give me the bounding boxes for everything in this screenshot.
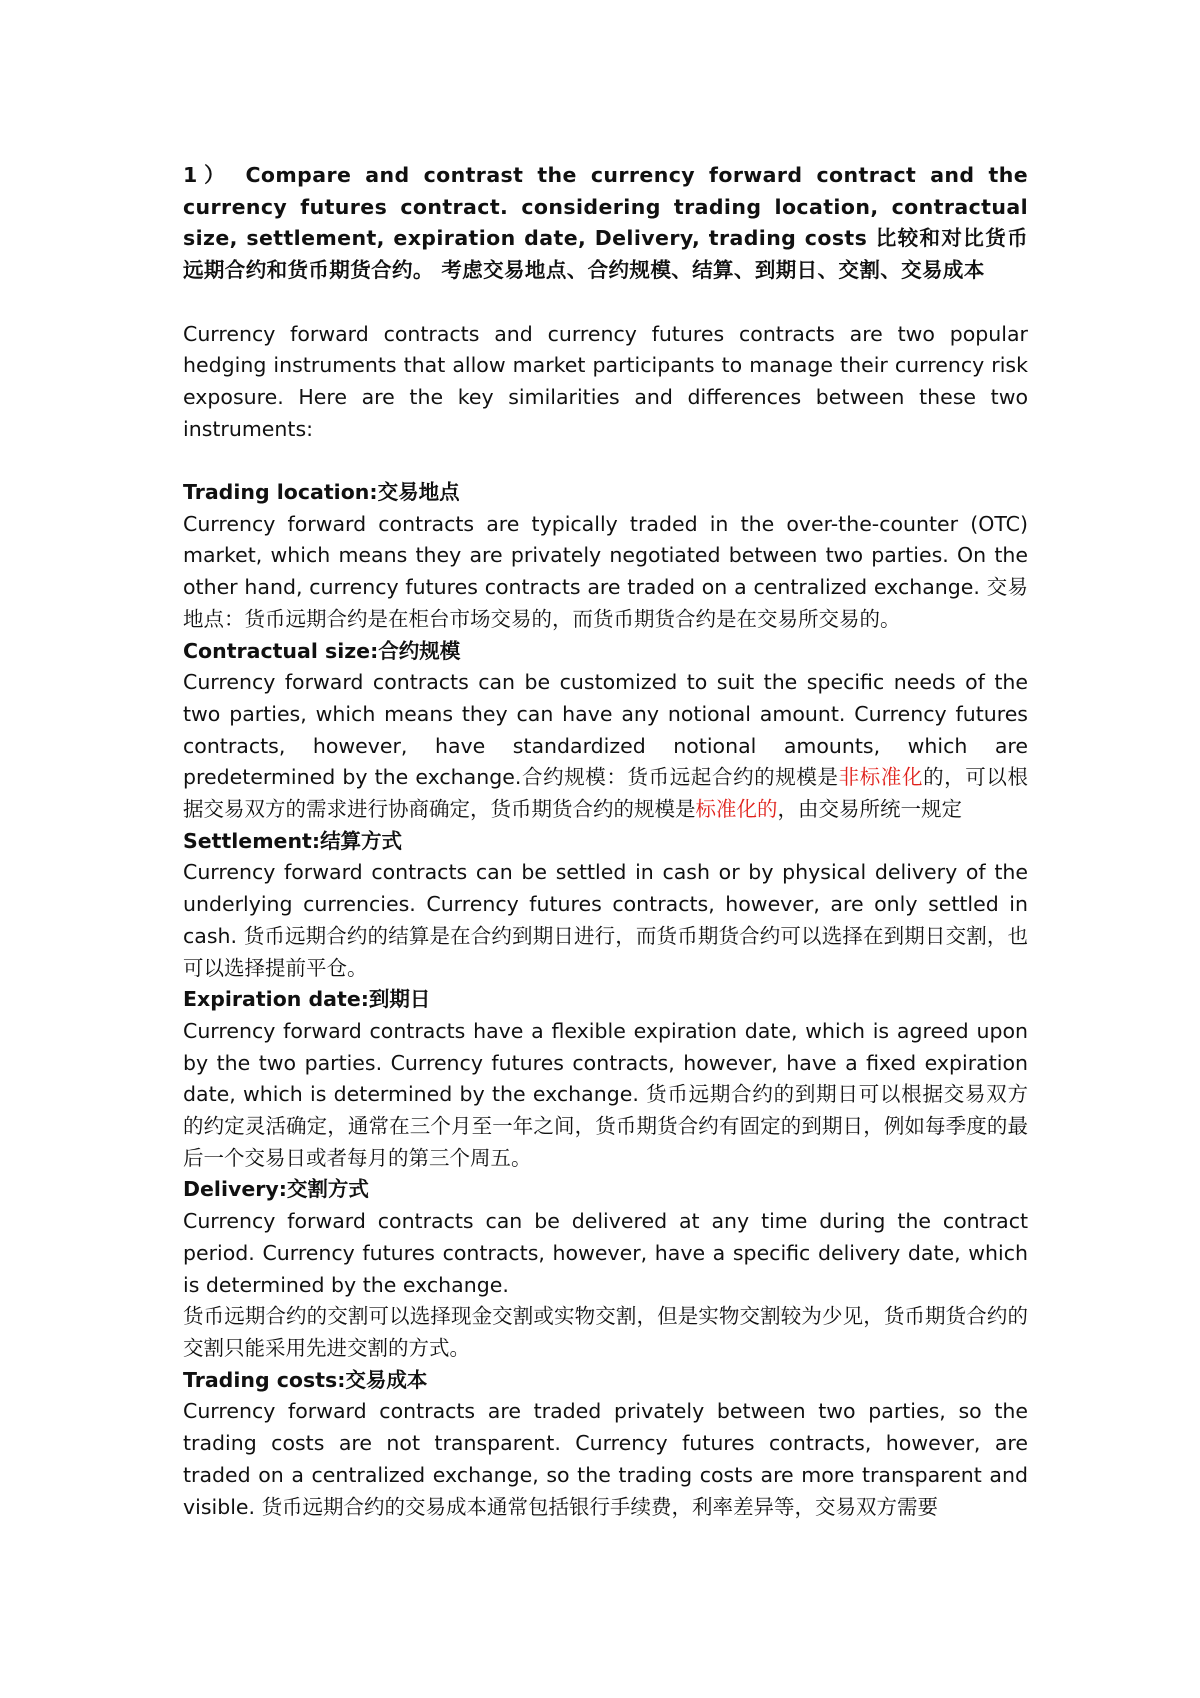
section-title-en: Settlement: bbox=[183, 828, 321, 853]
section-settlement bbox=[183, 826, 1028, 985]
section-body-cn: 的，可以根据交易双方的需求进行协商确定，货币期货合约的规模是 bbox=[183, 765, 1028, 822]
section-title-en: Trading costs: bbox=[183, 1367, 346, 1392]
section-title bbox=[183, 1365, 1028, 1397]
section-body bbox=[183, 1396, 1028, 1523]
question-text-en: 1） Compare and contrast the currency forward contract and the currency futures contract. considering trading location, contractual size, settlement, expiration date, Delivery, trading costs bbox=[183, 163, 1028, 251]
section-title bbox=[183, 636, 1028, 668]
section-body-cn: 货币远期合约的结算是在合约到期日进行，而货币期货合约可以选择在到期日交割，也可以选择提前平仓。 bbox=[183, 923, 1028, 980]
section-body-cn: 合约规模：货币远起合约的规模是 bbox=[521, 765, 839, 790]
section-body-en: Currency forward contracts have a flexible expiration date, which is agreed upon by the two parties. Currency futures contracts, however, have a fixed expiration date, which is determined by the exchange. bbox=[183, 1018, 1028, 1107]
question-text-cn: 比较和对比货币远期合约和货币期货合约。 考虑交易地点、合约规模、结算、到期日、交割、交易成本 bbox=[183, 226, 1028, 283]
section-body bbox=[183, 857, 1028, 984]
intro-paragraph: Currency forward contracts and currency futures contracts are two popular hedging instruments that allow market participants to manage their currency risk exposure. Here are the key similarities and differences between these two instruments: bbox=[183, 321, 1028, 441]
section-title-cn: 结算方式 bbox=[320, 828, 403, 853]
section-title-cn: 交割方式 bbox=[286, 1177, 369, 1202]
section-title bbox=[183, 984, 1028, 1016]
section-body-en: Currency forward contracts are traded privately between two parties, so the trading costs are not transparent. Currency futures contracts, however, are traded on a centralized exchange, so the trading costs are more transparent and visible. bbox=[183, 1399, 1028, 1519]
section-title-cn: 交易地点 bbox=[377, 480, 460, 504]
section-title-en: Expiration date: bbox=[183, 987, 369, 1012]
section-body-cn: ，由交易所统一规定 bbox=[777, 797, 962, 822]
section-body-cn: 交易地点：货币远期合约是在柜台市场交易的，而货币期货合约是在交易所交易的。 bbox=[183, 575, 1029, 631]
section-title-en: Delivery: bbox=[183, 1177, 287, 1202]
section-body-cn: 货币远期合约的到期日可以根据交易双方的约定灵活确定，通常在三个月至一年之间，货币期货合约有固定的到期日，例如每季度的最后一个交易日或者每月的第三个周五。 bbox=[183, 1082, 1028, 1170]
section-body-en: Currency forward contracts can be settled in cash or by physical delivery of the underlying currencies. Currency futures contracts, however, are only settled in cash. bbox=[183, 860, 1028, 948]
section-trading-location bbox=[183, 477, 1028, 636]
section-expiration-date bbox=[183, 984, 1028, 1174]
section-title-cn: 交易成本 bbox=[345, 1367, 428, 1392]
section-title bbox=[183, 826, 1028, 858]
section-delivery bbox=[183, 1174, 1028, 1364]
section-body-cn: 货币远期合约的交易成本通常包括银行手续费，利率差异等，交易双方需要 bbox=[261, 1494, 939, 1519]
section-contractual-size bbox=[183, 636, 1028, 826]
section-body-en: Currency forward contracts can be customized to suit the specific needs of the two parties, which means they can have any notional amount. Currency futures contracts, however, have standardized notional amounts, which are predetermined by the exchange. bbox=[183, 670, 1028, 790]
section-title-en: Contractual size: bbox=[183, 638, 379, 663]
section-body bbox=[183, 667, 1028, 826]
section-title bbox=[183, 1174, 1028, 1206]
section-title-cn: 合约规模 bbox=[378, 638, 461, 663]
section-trading-costs bbox=[183, 1365, 1028, 1524]
section-title-cn: 到期日 bbox=[368, 987, 431, 1012]
highlight-standardized: 标准化的 bbox=[695, 797, 778, 822]
section-body-en: Currency forward contracts are typically traded in the over-the-counter (OTC) market, which means they are privately negotiated between two parties. On the other hand, currency futures contracts are traded on a centralized exchange. bbox=[183, 511, 1028, 600]
section-body-cn: 货币远期合约的交割可以选择现金交割或实物交割，但是实物交割较为少见，货币期货合约的交割只能采用先进交割的方式。 bbox=[183, 1304, 1028, 1360]
section-body bbox=[183, 1016, 1028, 1175]
section-title-en: Trading location: bbox=[183, 480, 378, 504]
question-heading bbox=[183, 160, 1028, 287]
document-content bbox=[183, 160, 1028, 1523]
highlight-non-standardized: 非标准化 bbox=[838, 765, 924, 790]
section-body bbox=[183, 509, 1028, 636]
section-body-en: Currency forward contracts can be delivered at any time during the contract period. Currency futures contracts, however, have a specific delivery date, which is determined by the exchange. bbox=[183, 1209, 1028, 1297]
section-title bbox=[183, 477, 1028, 509]
